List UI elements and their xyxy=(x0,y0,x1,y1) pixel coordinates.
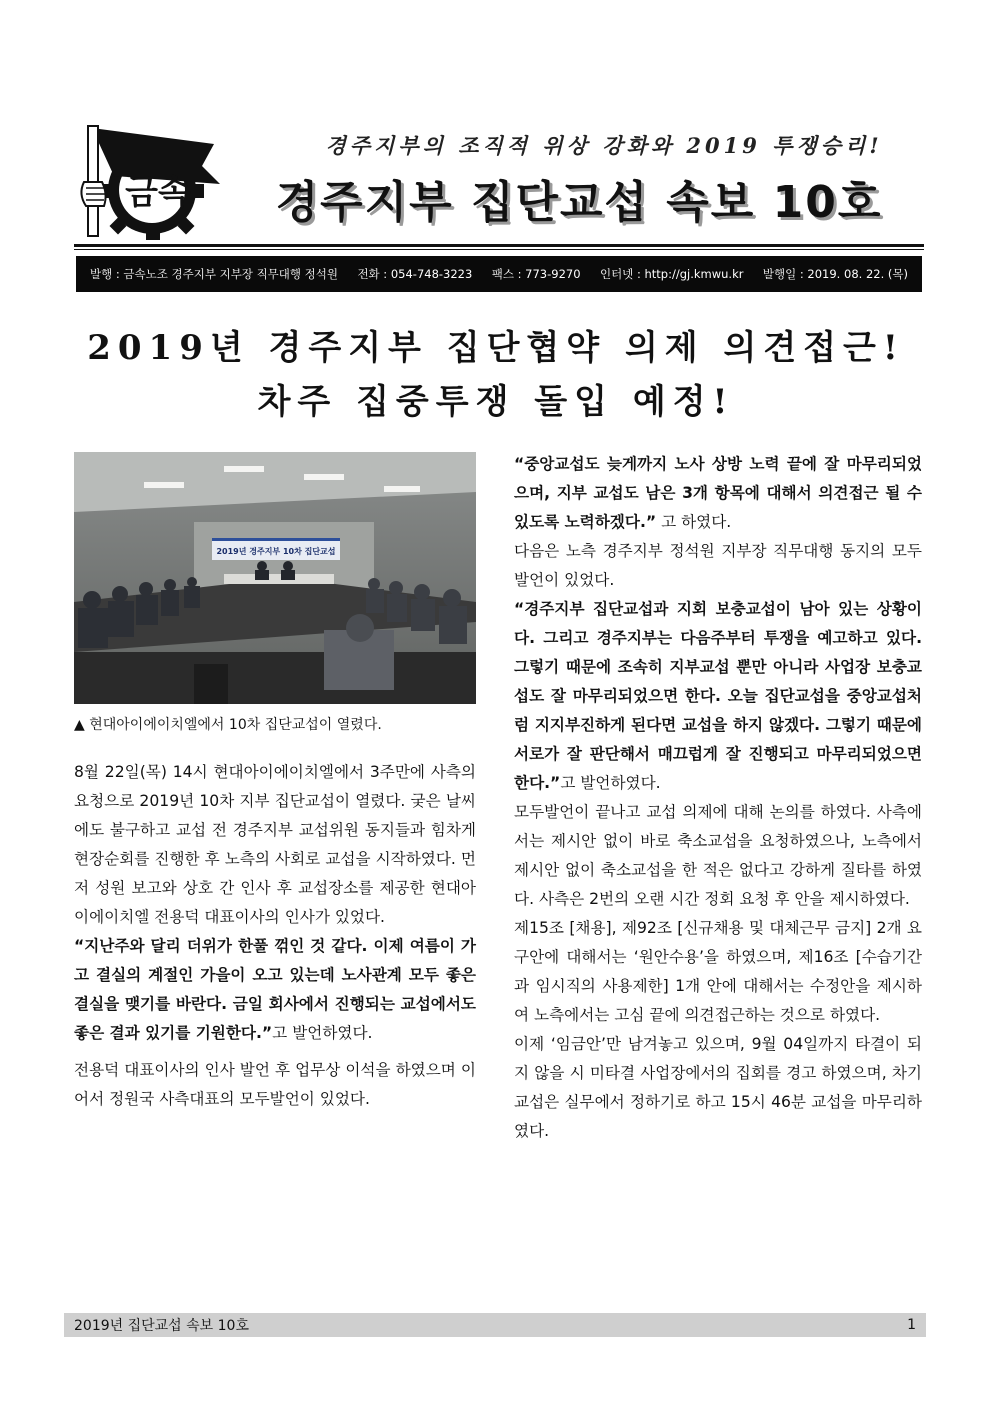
newsletter-title: 경주지부 집단교섭 속보 10호 xyxy=(275,177,883,228)
quote-after: 고 하였다. xyxy=(656,513,732,531)
quote-paragraph xyxy=(74,932,476,1048)
website: 인터넷 : http://gj.kmwu.kr xyxy=(599,267,744,281)
paragraph: 이제 ‘임금안’만 남겨놓고 있으며, 9월 04일까지 타결이 되지 않을 시 미타결 사업장에서의 집회를 경고 하였으며, 차기 교섭은 실무에서 정하기로 하고 15시 46분 교섭을 마무리하였다. xyxy=(514,1035,922,1140)
meeting-photo xyxy=(74,452,476,704)
publisher-info-bar xyxy=(76,256,922,292)
quote: “지난주와 달리 더위가 한풀 꺾인 것 같다. 이제 여름이 가고 결실의 계절인 가을이 오고 있는데 노사관계 모두 좋은 결실을 맺기를 바란다. 금일 회사에서 진행되는 교섭에서도 좋은 결과 있기를 기원한다.” xyxy=(74,937,476,1042)
paragraph: 모두발언이 끝나고 교섭 의제에 대해 논의를 하였다. 사측에서는 제시안 없이 바로 축소교섭을 요청하였으나, 노측에서 제시안 없이 축소교섭을 한 적은 없다고 강하게 질타를 하였다. 사측은 2번의 오랜 시간 정회 요청 후 안을 제시하였다. xyxy=(514,803,922,908)
paragraph: 제15조 [채용], 제92조 [신규채용 및 대체근무 금지] 2개 요구안에 대해서는 ‘원안수용’을 하였으며, 제16조 [수습기간과 임시직의 사용제한] 1개 안에 대해서는 수정안을 제시하여 노측에서는 고심 끝에 의견접근하는 것으로 하였다. xyxy=(514,919,922,1024)
headline-line-2: 차주 집중투쟁 돌입 예정! xyxy=(257,382,735,422)
publisher: 발행 : 금속노조 경주지부 지부장 직무대행 정석원 xyxy=(90,267,338,281)
page-number: 1 xyxy=(907,1317,916,1333)
quote: “중앙교섭도 늦게까지 노사 상방 노력 끝에 잘 마무리되었으며, 지부 교섭도 남은 3개 항목에 대해서 의견접근 될 수 있도록 노력하겠다.” xyxy=(514,455,922,531)
paragraph: 전용덕 대표이사의 인사 발언 후 업무상 이석을 하였으며 이어서 정원국 사측대표의 모두발언이 있었다. xyxy=(74,1061,476,1108)
phone: 전화 : 054-748-3223 xyxy=(357,267,473,281)
quote-after: 고 발언하였다. xyxy=(560,774,661,792)
union-logo xyxy=(74,122,224,242)
right-column xyxy=(514,450,922,1146)
photo-caption: ▲ 현대아이에이치엘에서 10차 집단교섭이 열렸다. xyxy=(74,717,382,733)
slogan: 경주지부의 조직적 위상 강화와 2019 투쟁승리! xyxy=(325,133,883,158)
quote-after: 고 발언하였다. xyxy=(272,1024,373,1042)
masthead xyxy=(74,118,924,244)
footer-title: 2019년 집단교섭 속보 10호 xyxy=(74,1318,249,1334)
left-column xyxy=(74,758,476,1114)
paragraph: 다음은 노측 경주지부 정석원 지부장 직무대행 동지의 모두발언이 있었다. xyxy=(514,542,922,589)
paragraph: 8월 22일(목) 14시 현대아이에이치엘에서 3주만에 사측의 요청으로 2019년 10차 지부 집단교섭이 열렸다. 궂은 날씨에도 불구하고 교섭 전 경주지부 교섭위원 동지들과 힘차게 현장순회를 진행한 후 노측의 사회로 교섭을 시작하였다. 먼저 성원 보고와 상호 간 인사 후 교섭장소를 제공한 현대아이에이치엘 전용덕 대표이사의 인사가 있었다. xyxy=(74,763,476,926)
fax: 팩스 : 773-9270 xyxy=(491,267,581,281)
logo-text: 금속 xyxy=(125,173,191,213)
quote-paragraph xyxy=(514,595,922,798)
photo-banner-text: 2019년 경주지부 10차 집단교섭 xyxy=(216,547,336,556)
page-footer xyxy=(64,1313,926,1337)
header-rule-thin xyxy=(74,249,924,250)
issue-date: 발행일 : 2019. 08. 22. (목) xyxy=(762,267,908,281)
quote: “경주지부 집단교섭과 지회 보충교섭이 남아 있는 상황이다. 그리고 경주지부는 다음주부터 투쟁을 예고하고 있다. 그렇기 때문에 조속히 지부교섭 뿐만 아니라 사업장 보충교섭도 잘 마무리되었으면 한다. 오늘 집단교섭을 중앙교섭처럼 지지부진하게 된다면 교섭을 하지 않겠다. 그렇기 때문에 서로가 잘 판단해서 매끄럽게 잘 진행되고 마무리되었으면 한다.” xyxy=(514,600,922,792)
quote-paragraph xyxy=(514,450,922,537)
header-rule xyxy=(74,244,924,247)
headline-line-1: 2019년 경주지부 집단협약 의제 의견접근! xyxy=(87,328,905,368)
